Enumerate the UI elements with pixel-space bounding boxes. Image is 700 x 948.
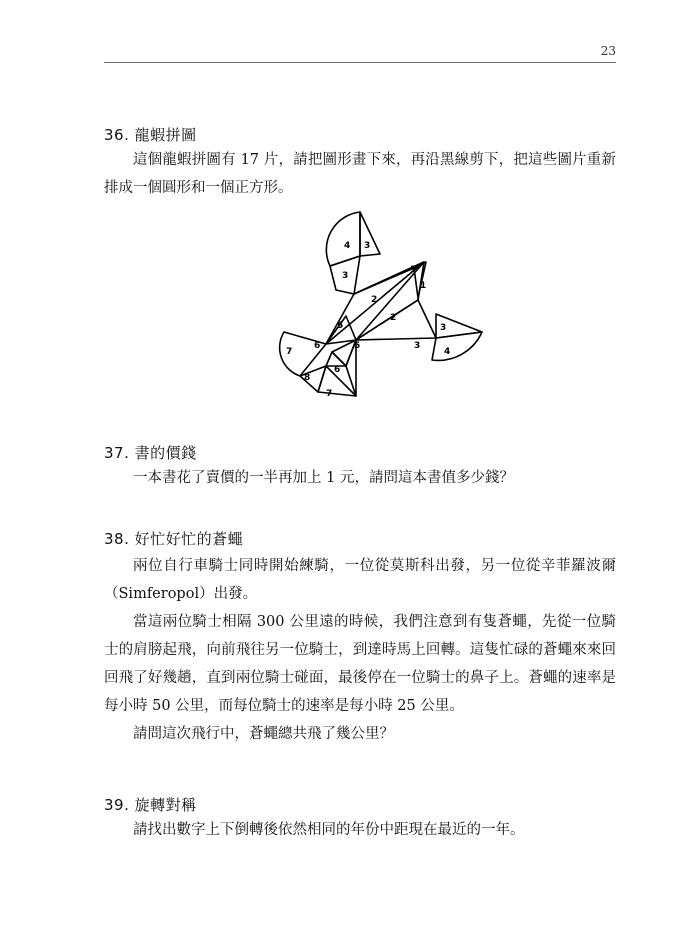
problem-36-paragraph: 這個龍蝦拼圖有 17 片，請把圖形畫下來，再沿黑線剪下，把這些圖片重新排成一個圓形和一個正方形。 [104, 152, 616, 196]
problem-38-body [104, 552, 616, 748]
puzzle-piece-label: 4 [344, 241, 351, 251]
problem-37-paragraph: 一本書花了賣價的一半再加上 1 元，請問這本書值多少錢？ [133, 470, 514, 486]
puzzle-piece [332, 340, 356, 366]
problem-39-paragraph: 請找出數字上下倒轉後依然相同的年份中距現在最近的一年。 [133, 822, 525, 838]
problem-36-title: 36. 龍蝦拼圖 [104, 126, 197, 144]
puzzle-piece-label: 6 [314, 341, 321, 351]
problem-37-title: 37. 書的價錢 [104, 444, 197, 462]
puzzle-piece-label: 7 [286, 347, 293, 357]
problem-37-body [104, 464, 616, 492]
puzzle-piece-label: 7 [326, 389, 333, 399]
problem-38-paragraph-1: 兩位自行車騎士同時開始練騎，一位從莫斯科出發，另一位從辛菲羅波爾（Simferopol）出發。 [104, 558, 616, 602]
puzzle-piece-label: 8 [304, 373, 311, 383]
puzzle-piece-label: 1 [410, 265, 417, 275]
puzzle-piece-label: 2 [390, 313, 397, 323]
puzzle-piece-label: 6 [334, 365, 341, 375]
puzzle-piece [326, 352, 346, 366]
header-rule [104, 62, 616, 63]
problem-39-title: 39. 旋轉對稱 [104, 796, 197, 814]
problem-38-title: 38. 好忙好忙的蒼蠅 [104, 530, 244, 548]
puzzle-piece-label: 3 [440, 323, 447, 333]
problem-36-body [104, 146, 616, 202]
puzzle-piece-label: 4 [444, 347, 451, 357]
puzzle-piece-label: 2 [371, 295, 378, 305]
problem-38-paragraph-3: 請問這次飛行中，蒼蠅總共飛了幾公里？ [133, 726, 394, 742]
page-number: 23 [600, 44, 616, 58]
puzzle-piece-label: 5 [337, 321, 344, 331]
puzzle-piece [432, 332, 482, 360]
problem-38-paragraph-2: 當這兩位騎士相隔 300 公里遠的時候，我們注意到有隻蒼蠅，先從一位騎士的肩膀起飛，向前飛往另一位騎士，到達時馬上回轉。這隻忙碌的蒼蠅來來回回飛了好幾趟，直到兩位騎士碰面，最後停在一位騎士的鼻子上。蒼蠅的速率是每小時 50 公里，而每位騎士的速率是每小時 25 公里。 [104, 614, 616, 714]
puzzle-piece-label: 3 [364, 241, 371, 251]
puzzle-piece-label: 3 [414, 341, 421, 351]
problem-39-body [104, 816, 616, 844]
puzzle-piece-label: 3 [342, 271, 349, 281]
puzzle-piece-label: 1 [420, 281, 427, 291]
puzzle-piece-label: 5 [354, 341, 361, 351]
lobster-puzzle-figure [268, 204, 488, 414]
